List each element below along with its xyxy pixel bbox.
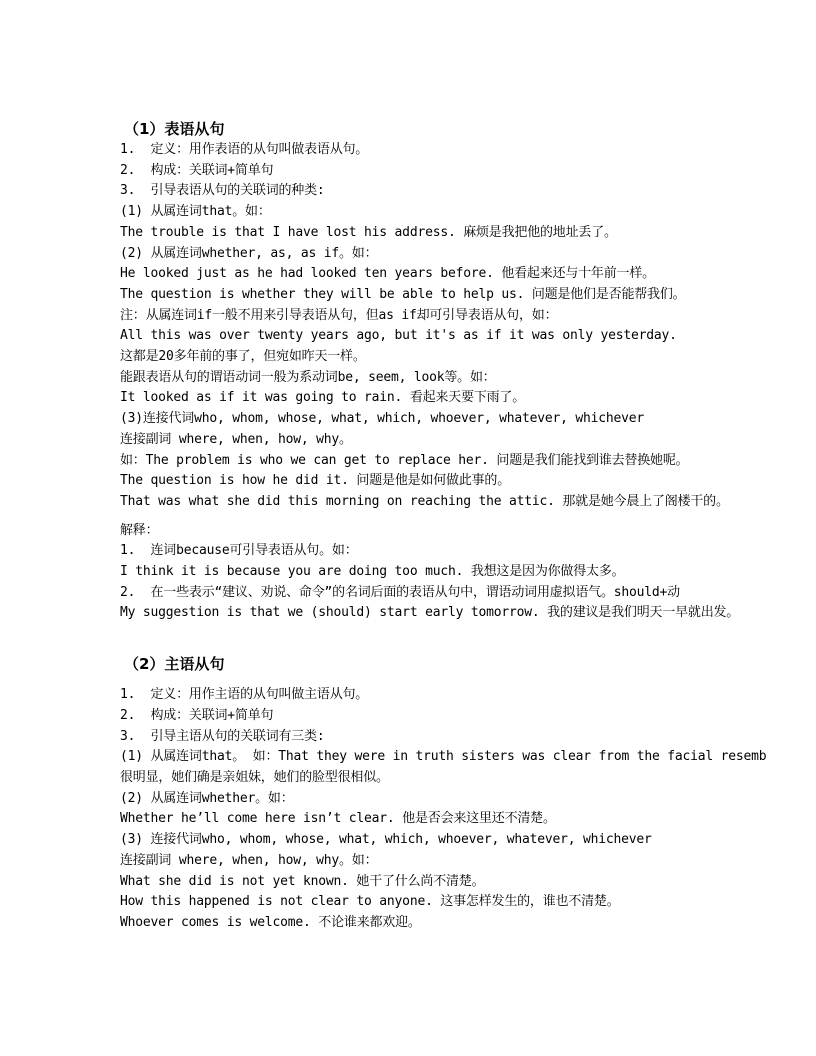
text-line: The question is how he did it. 问题是他是如何做此事的。	[120, 473, 511, 489]
text-line: 3. 引导表语从句的关联词的种类:	[120, 183, 325, 199]
text-line: That was what she did this morning on reaching the attic. 那就是她今晨上了阁楼干的。	[120, 493, 729, 509]
spacer	[120, 513, 816, 521]
text-line: (2) 从属连词whether。如：	[120, 790, 294, 806]
text-line: 这都是20多年前的事了，但宛如昨天一样。	[120, 349, 366, 365]
text-line: I think it is because you are doing too much. 我想这是因为你做得太多。	[120, 564, 625, 580]
text-line: 连接副词 where, when, how, why。如：	[120, 852, 378, 868]
section1-heading: （1）表语从句	[124, 120, 225, 138]
text-line: 如：The problem is who we can get to replace her. 问题是我们能找到谁去替换她呢。	[120, 452, 689, 468]
text-line: (1) 从属连词that。 如：That they were in truth sisters was clear from the facial resemb	[120, 749, 767, 765]
text-line: 3. 引导主语从句的关联词有三类:	[120, 728, 325, 744]
text-line: 1. 连词because可引导表语从句。如：	[120, 543, 358, 559]
text-line: 很明显，她们确是亲姐妹，她们的脸型很相似。	[120, 769, 389, 785]
text-line: (2) 从属连词whether, as, as if。如：	[120, 245, 378, 261]
document-content	[120, 119, 816, 934]
text-line: How this happened is not clear to anyone. 这事怎样发生的，谁也不清楚。	[120, 894, 620, 910]
text-line: He looked just as he had looked ten years before. 他看起来还与十年前一样。	[120, 266, 655, 282]
text-line: 2. 构成：关联词+简单句	[120, 707, 274, 723]
spacer	[120, 624, 816, 654]
text-line: What she did is not yet known. 她干了什么尚不清楚。	[120, 873, 485, 889]
text-line: All this was over twenty years ago, but it's as if it was only yesterday.	[120, 328, 677, 344]
text-line: It looked as if it was going to rain. 看起来天要下雨了。	[120, 390, 526, 406]
text-line: 1. 定义：用作表语的从句叫做表语从句。	[120, 142, 369, 157]
text-line: 能跟表语从句的谓语动词一般为系动词be, seem, look等。如：	[120, 369, 496, 385]
spacer	[120, 675, 816, 685]
text-line: 注：从属连词if一般不用来引导表语从句，但as if却可引导表语从句，如：	[120, 307, 558, 323]
text-line: (1) 从属连词that。如：	[120, 204, 271, 220]
text-line: Whether he’ll come here isn’t clear. 他是否会来这里还不清楚。	[120, 811, 556, 827]
text-line: (3)连接代词who, whom, whose, what, which, whoever, whatever, whichever	[120, 411, 645, 427]
text-line: The question is whether they will be able to help us. 问题是他们是否能帮我们。	[120, 286, 686, 302]
text-line: 2. 在一些表示“建议、劝说、命令”的名词后面的表语从句中，谓语动词用虚拟语气。should+动	[120, 584, 680, 600]
text-line: The trouble is that I have lost his address. 麻烦是我把他的地址丢了。	[120, 224, 617, 240]
explain-label: 解释：	[120, 522, 159, 538]
text-line: 2. 构成：关联词+简单句	[120, 162, 274, 178]
text-line: Whoever comes is welcome. 不论谁来都欢迎。	[120, 914, 421, 930]
text-line: My suggestion is that we (should) start early tomorrow. 我的建议是我们明天一早就出发。	[120, 605, 740, 621]
text-line: 1. 定义：用作主语的从句叫做主语从句。	[120, 687, 369, 703]
section2-heading: （2）主语从句	[124, 655, 225, 674]
text-line: 连接副词 where, when, how, why。	[120, 431, 352, 447]
text-line: (3) 连接代词who, whom, whose, what, which, whoever, whatever, whichever	[120, 832, 652, 848]
